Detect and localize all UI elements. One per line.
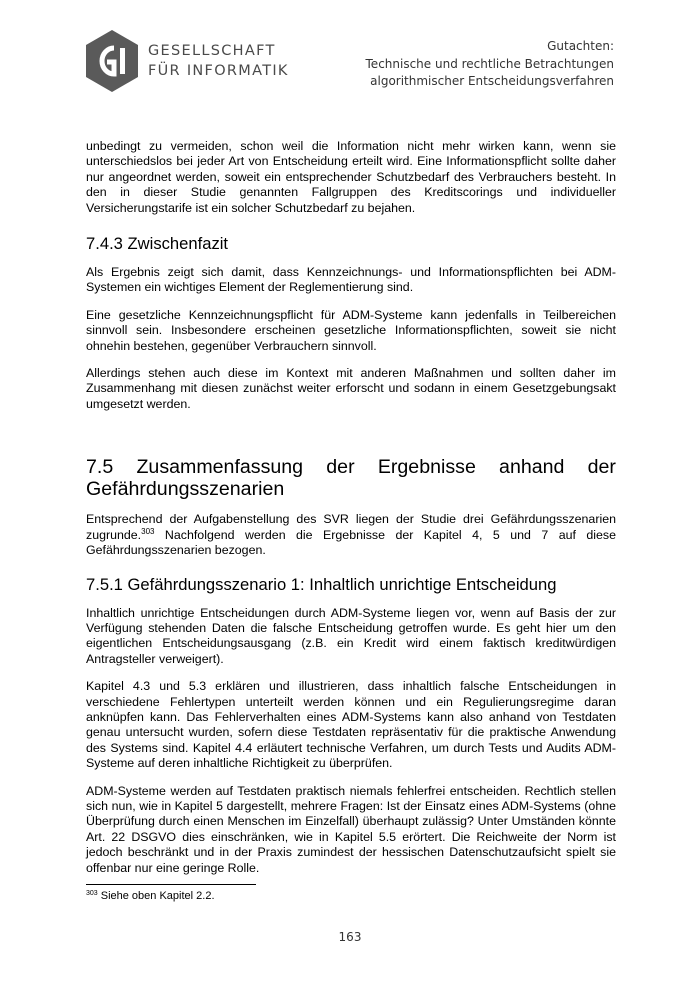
paragraph-5-text-a: Entsprechend der Aufgabenstellung des SVR liegen der Studie drei Gefährdungsszenarien zugrunde. [86,512,616,542]
footnote-text: Siehe oben Kapitel 2.2. [97,890,215,902]
heading-7-5-1: 7.5.1 Gefährdungsszenario 1: Inhaltlich unrichtige Entscheidung [86,574,557,594]
heading-7-5 [86,456,616,500]
gi-logo [86,30,289,92]
paragraph-4: Allerdings stehen auch diese im Kontext mit anderen Maßnahmen und sollten daher im Zusammenhang mit diesen zunächst weiter erforscht und sodann in einem Gesetzgebungsakt umgesetzt werden. [86,366,616,411]
doc-title-line-2: Technische und rechtliche Betrachtungen [365,56,614,71]
paragraph-3: Eine gesetzliche Kennzeichnungspflicht für ADM-Systeme kann jedenfalls in Teilbereichen sinnvoll sein. Insbesondere erscheinen gesetzliche Informationspflichten, soweit sie nicht ohnehin bestehen, gegenüber Verbrauchern sinnvoll. [86,307,616,353]
heading-word: Zusammenfassung [136,456,304,479]
page-body [86,139,616,888]
heading-7-4-3: 7.4.3 Zwischenfazit [86,234,229,254]
gi-logo-icon [86,30,138,92]
paragraph-7: Kapitel 4.3 und 5.3 erklären und illustrieren, dass inhaltlich falsche Entscheidungen in verschiedene Fehlertypen unterteilt werden können und ein Regulierungsregime daran anknüpfen kann. Das Fehlerverhalten eines ADM-Systems kann also anhand von Testdaten genau untersucht wurden, sofern diese Testdaten repräsentativ für die praktische Anwendung des Systems sind. Kapitel 4.4 erläutert technische Verfahren, um durch Tests und Audits ADM-Systeme auf deren inhaltliche Richtigkeit zu überprüfen. [86,679,616,771]
heading-7-5-number: 7.5 [86,456,114,479]
heading-word: Ergebnisse [377,456,476,479]
heading-7-5-line-1 [86,456,616,478]
footnote [86,889,215,903]
footnote-divider [86,884,256,885]
paragraph-8: ADM-Systeme werden auf Testdaten praktisch niemals fehlerfrei entscheiden. Rechtlich stellen sich nun, wie in Kapitel 5 dargestellt, mehrere Fragen: Ist der Einsatz eines ADM-Systems (ohne Überprüfung durch einen Menschen im Einzelfall) überhaupt zulässig? Unter Umständen könnte Art. 22 DSGVO dies einschränken, wie in Kapitel 5.5 erörtert. Die Reichweite der Norm ist jedoch beschränkt und in der Praxis zumindest der hessischen Datenschutzaufsicht spielt sie offenbar nur eine geringe Rolle. [86,783,616,875]
heading-word: der [587,456,616,479]
footnote-number: 303 [86,890,98,897]
org-line-1: GESELLSCHAFT [148,43,276,59]
paragraph-5 [86,512,616,558]
heading-word: anhand [499,456,565,479]
heading-word: der [326,456,355,479]
paragraph-2: Als Ergebnis zeigt sich damit, dass Kennzeichnungs- und Informationspflichten bei ADM-Systemen ein wichtiges Element der Reglementierung sind. [86,265,616,295]
heading-7-5-line-2: Gefährdungsszenarien [86,478,285,501]
paragraph-6: Inhaltlich unrichtige Entscheidungen durch ADM-Systeme liegen vor, wenn auf Basis der zur Verfügung stehenden Daten die falsche Entscheidung getroffen wurde. Es geht hier um den eigentlichen Entscheidungsausgang (z.B. ein Kredit wird einem faktisch kreditwürdigen Antragsteller verweigert). [86,605,616,666]
doc-title-line-3: algorithmischer Entscheidungsverfahren [370,74,614,88]
paragraph-1: unbedingt zu vermeiden, schon weil die Information nicht mehr wirken kann, wenn sie unterschiedslos bei jeder Art von Entscheidung erteilt wird. Eine Informationspflicht sollte daher nur angeordnet werden, soweit ein entsprechender Schutzbedarf des Verbrauchers besteht. In den in dieser Studie genannten Fallgruppen des Kreditscorings und individueller Versicherungstarife ist ein solcher Schutzbedarf zu bejahen. [86,139,616,215]
footnote-reference[interactable]: 303 [141,526,155,536]
org-line-2: FÜR INFORMATIK [148,63,289,79]
page-header [0,0,700,110]
page-number: 163 [338,930,362,944]
document-title [366,38,614,91]
organization-name [148,41,289,81]
paragraph-5-text-b: Nachfolgend werden die Ergebnisse der Kapitel 4, 5 und 7 auf diese Gefährdungsszenarien bezogen. [86,527,616,558]
doc-title-line-1: Gutachten: [547,39,614,53]
